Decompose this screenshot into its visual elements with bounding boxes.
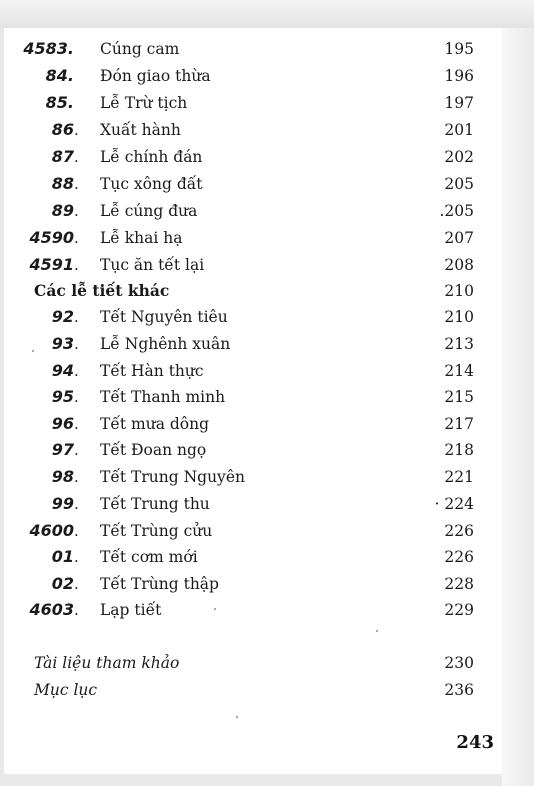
- handwritten-number: 93: [51, 334, 74, 353]
- entry-title: Tết Hàn thực: [100, 362, 204, 380]
- toc-entry: 87 . Lễ chính đán 202: [4, 144, 502, 171]
- handwritten-number: 92: [51, 307, 74, 326]
- entry-title: Tài liệu tham khảo: [34, 654, 180, 672]
- toc-entry: [4, 63, 502, 90]
- entry-page: 230: [444, 654, 474, 672]
- entry-page: 229: [444, 601, 474, 619]
- toc-entry: 99 . Tết Trung thu · 224: [4, 491, 502, 518]
- entry-page: 213: [444, 335, 474, 353]
- handwritten-number: 88: [51, 174, 74, 193]
- handwritten-number: 4591: [29, 255, 74, 274]
- section-page: 210: [444, 282, 474, 300]
- handwritten-number: 96: [51, 414, 74, 433]
- handwritten-number: 4603: [29, 600, 74, 619]
- entry-page: 214: [444, 362, 474, 380]
- entry-page: 197: [444, 94, 474, 112]
- toc-entry: 97 . Tết Đoan ngọ 218: [4, 437, 502, 464]
- toc-entry: 4590 . Lễ khai hạ 207: [4, 225, 502, 252]
- toc-entry: 01 . Tết cơm mới 226: [4, 544, 502, 571]
- toc-entry: 4600 . Tết Trùng cửu 226: [4, 518, 502, 545]
- toc-entry: 95 . Tết Thanh minh 215: [4, 384, 502, 411]
- entry-page: 210: [444, 308, 474, 326]
- scan-speck: [376, 630, 378, 632]
- entry-title: Đón giao thừa: [100, 67, 211, 85]
- scan-speck: [236, 716, 238, 718]
- handwritten-number: 01: [51, 547, 74, 566]
- toc-entry: 98 . Tết Trung Nguyên 221: [4, 464, 502, 491]
- entry-title: Lễ Trừ tịch: [100, 94, 188, 112]
- toc-entry: 96 . Tết mưa dông 217: [4, 411, 502, 438]
- entry-title: Tết Trùng cửu: [100, 522, 213, 540]
- entry-page: 226: [444, 548, 474, 566]
- entry-page: .205: [439, 202, 474, 220]
- entry-title: Xuất hành: [100, 121, 181, 139]
- toc-entry: 94 . Tết Hàn thực 214: [4, 358, 502, 385]
- handwritten-number: 02: [51, 574, 74, 593]
- entry-page: 207: [444, 229, 474, 247]
- entry-title: Mục lục: [34, 681, 98, 699]
- entry-title: Tết Đoan ngọ: [100, 441, 207, 459]
- entry-title: Tục ăn tết lại: [100, 256, 205, 274]
- entry-page: 202: [444, 148, 474, 166]
- toc-entry: 4591 . Tục ăn tết lại 208: [4, 252, 502, 279]
- toc-entry: 4603 . Lạp tiết 229: [4, 597, 502, 624]
- toc-entry: 88 . Tục xông đất 205: [4, 171, 502, 198]
- entry-title: Tết Nguyên tiêu: [100, 308, 228, 326]
- handwritten-number: 4600: [29, 521, 74, 540]
- handwritten-number: 99: [51, 494, 74, 513]
- handwritten-number: 95: [51, 387, 74, 406]
- entry-title: Tết Trung thu: [100, 495, 210, 513]
- page-number: 243: [456, 732, 494, 753]
- toc-entry: 02 . Tết Trùng thập 228: [4, 571, 502, 598]
- entry-page: 236: [444, 681, 474, 699]
- entry-page: 196: [444, 67, 474, 85]
- entry-title: Lạp tiết: [100, 601, 162, 619]
- entry-title: Tết Trùng thập: [100, 575, 219, 593]
- handwritten-number: 4583.: [23, 39, 74, 58]
- entry-page: 217: [444, 415, 474, 433]
- entry-title: Lễ khai hạ: [100, 229, 183, 247]
- toc-entry: [4, 36, 502, 63]
- handwritten-number: 84.: [45, 66, 74, 85]
- handwritten-number: 98: [51, 467, 74, 486]
- entry-page: 228: [444, 575, 474, 593]
- handwritten-number: 87: [51, 147, 74, 166]
- toc-entry: 89 . Lễ cúng đưa .205: [4, 198, 502, 225]
- entry-page: 201: [444, 121, 474, 139]
- entry-title: Tết cơm mới: [100, 548, 198, 566]
- right-edge-shade: [502, 28, 534, 786]
- handwritten-number: 94: [51, 361, 74, 380]
- toc-entry: 92 . Tết Nguyên tiêu 210: [4, 304, 502, 331]
- toc-section-heading: [4, 278, 502, 305]
- entry-title: Lễ Nghênh xuân: [100, 335, 231, 353]
- handwritten-number: 4590: [29, 228, 74, 247]
- entry-page: 208: [444, 256, 474, 274]
- toc-entry: [4, 90, 502, 117]
- handwritten-number: 86: [51, 120, 74, 139]
- toc-entry: 93 . Lễ Nghênh xuân 213: [4, 331, 502, 358]
- section-title: Các lễ tiết khác: [34, 281, 170, 300]
- entry-page: 221: [444, 468, 474, 486]
- handwritten-number: 89: [51, 201, 74, 220]
- toc-back-matter-entry: [4, 677, 502, 704]
- entry-title: Lễ cúng đưa: [100, 202, 198, 220]
- toc-entry: 86 . Xuất hành 201: [4, 117, 502, 144]
- handwritten-number: 97: [51, 440, 74, 459]
- entry-page: 226: [444, 522, 474, 540]
- entry-page: · 224: [434, 495, 474, 513]
- scan-speck: [214, 608, 216, 610]
- entry-page: 205: [444, 175, 474, 193]
- entry-title: Tết Trung Nguyên: [100, 468, 245, 486]
- scan-speck: [32, 350, 34, 352]
- entry-title: Tết mưa dông: [100, 415, 210, 433]
- entry-page: 195: [444, 40, 474, 58]
- book-page: [4, 28, 502, 774]
- entry-title: Lễ chính đán: [100, 148, 203, 166]
- entry-title: Tết Thanh minh: [100, 388, 226, 406]
- top-bar: [0, 0, 534, 28]
- entry-title: Tục xông đất: [100, 175, 203, 193]
- entry-page: 218: [444, 441, 474, 459]
- toc-back-matter-entry: [4, 650, 502, 677]
- entry-title: Cúng cam: [100, 40, 180, 58]
- handwritten-number: 85.: [45, 93, 74, 112]
- entry-page: 215: [444, 388, 474, 406]
